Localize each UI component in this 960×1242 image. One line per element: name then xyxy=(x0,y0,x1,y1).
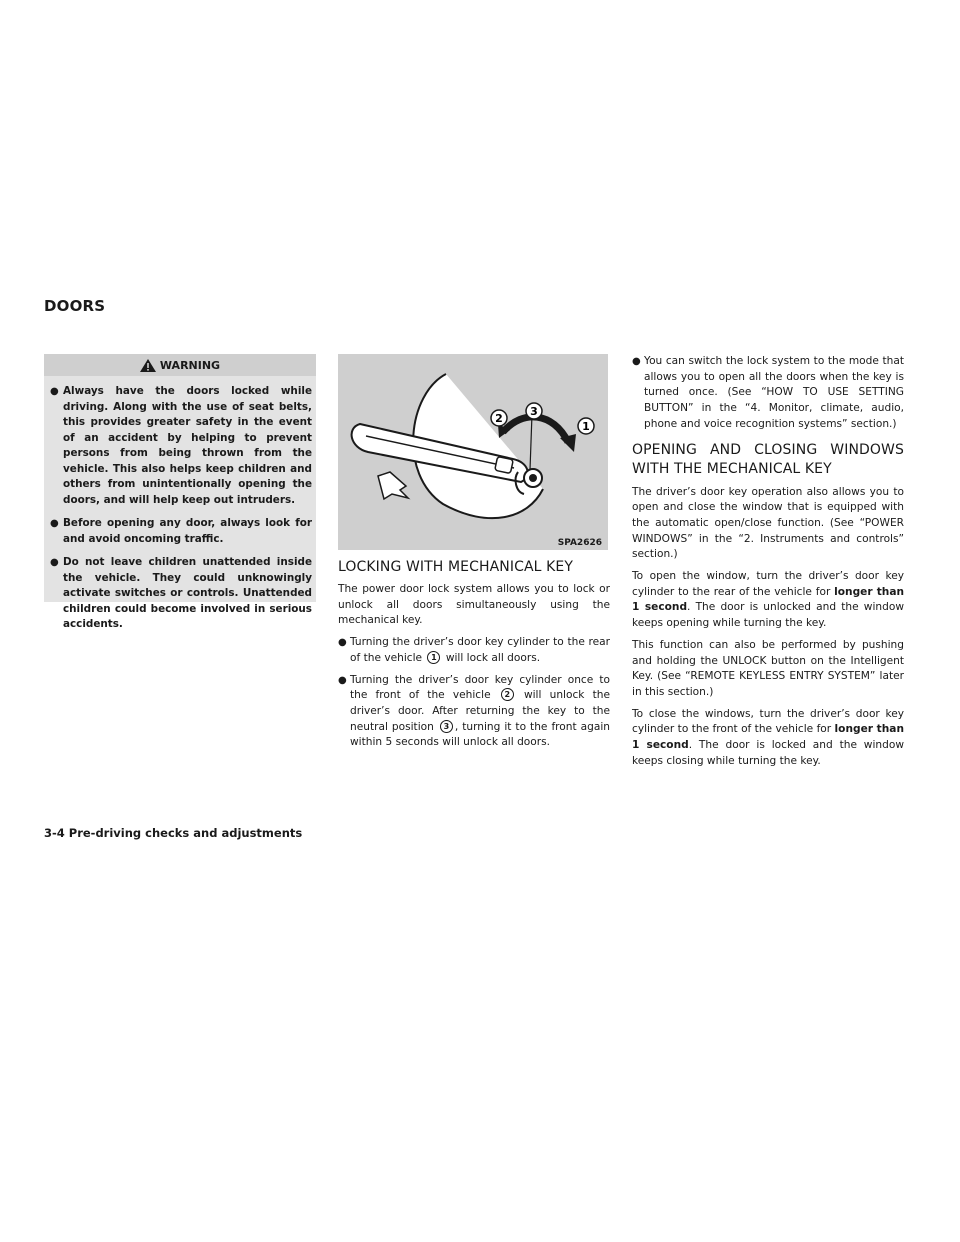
windows-para-3: This function can also be performed by pushing and holding the UNLOCK button on the Intelligent Key. (See “REMOTE KEYLESS ENTRY SYSTEM” later in this section.) xyxy=(632,638,904,698)
text: . The door is unlocked and the window keeps opening while turning the key. xyxy=(632,601,904,630)
windows-heading: OPENING AND CLOSING WINDOWS WITH THE MECHANICAL KEY xyxy=(632,441,904,477)
warning-item xyxy=(50,516,312,547)
bullet-icon: ● xyxy=(50,386,59,397)
warning-item xyxy=(50,384,312,508)
text: , turning it to the front again within 5 seconds will unlock all doors. xyxy=(350,720,610,749)
callout-1 xyxy=(578,418,594,434)
svg-text:3: 3 xyxy=(530,405,538,418)
locking-bullet xyxy=(338,673,610,752)
figure-code: SPA2626 xyxy=(557,538,602,548)
emphasis: longer than 1 second xyxy=(632,585,905,614)
locking-column xyxy=(338,558,610,757)
bullet-icon: ● xyxy=(338,637,347,649)
bullet-icon: ● xyxy=(50,557,59,568)
door-handle-figure xyxy=(338,354,608,550)
windows-para-4 xyxy=(632,707,904,770)
warning-title: WARNING xyxy=(159,358,221,372)
text: To open the window, turn the driver’s door key cylinder to the rear of the vehicle for xyxy=(632,570,904,598)
callout-icon-3: 3 xyxy=(440,720,453,733)
warning-header xyxy=(44,354,316,376)
section-title: DOORS xyxy=(44,297,106,315)
warning-item-text: Do not leave children unattended inside the vehicle. They could unknowingly activate switches or controls. Unattended children could become involved in serious accidents. xyxy=(63,556,312,630)
warning-item-text: Always have the doors locked while driving. Along with the use of seat belts, this provides greater safety in the event of an accident by helping to prevent persons from being thrown from the vehicle. This also helps keep children and others from unintentionally opening the doors, and will help keep out intruders. xyxy=(63,385,312,506)
bullet-icon: ● xyxy=(338,674,347,686)
windows-column xyxy=(632,354,904,775)
text: You can switch the lock system to the mode that allows you to open all the doors when the key is turned once. (See “HOW TO USE SETTING BUTTON” in the “4. Monitor, climate, audio, phone and voice recognition systems” section.) xyxy=(644,355,904,430)
warning-list xyxy=(50,384,312,641)
emphasis: longer than 1 second xyxy=(632,723,904,752)
svg-text:2: 2 xyxy=(495,412,503,425)
text: will lock all doors. xyxy=(445,651,541,664)
text: will unlock the driver’s door. After returning the key to the neutral position xyxy=(350,689,610,733)
chapter-title: Pre-driving checks and adjustments xyxy=(68,826,303,840)
door-handle-illustration xyxy=(338,354,608,550)
callout-3 xyxy=(526,403,542,419)
text: To close the windows, turn the driver’s door key cylinder to the front of the vehicle for xyxy=(632,707,904,736)
locking-bullet xyxy=(338,635,610,666)
lock-mode-bullet xyxy=(632,354,904,433)
text: Turning the driver’s door key cylinder to the rear of the vehicle xyxy=(350,636,610,664)
locking-heading: LOCKING WITH MECHANICAL KEY xyxy=(338,559,573,575)
callout-icon-2: 2 xyxy=(501,688,514,701)
text: Turning the driver’s door key cylinder once to the front of the vehicle xyxy=(350,673,610,702)
warning-box xyxy=(44,354,316,630)
text: . The door is locked and the window keeps closing while turning the key. xyxy=(632,739,905,767)
page-footer xyxy=(44,826,302,840)
warning-item-text: Before opening any door, always look for and avoid oncoming traffic. xyxy=(63,517,312,545)
page-number: 3-4 xyxy=(44,826,65,840)
svg-text:1: 1 xyxy=(582,420,590,433)
warning-icon xyxy=(140,359,156,372)
warning-item xyxy=(50,555,312,633)
bullet-icon: ● xyxy=(50,518,59,529)
windows-para-2 xyxy=(632,569,904,632)
callout-icon-1: 1 xyxy=(427,651,440,664)
windows-para-1: The driver’s door key operation also allows you to open and close the window that is equipped with the automatic open/close function. (See “POWER WINDOWS” in the “2. Instruments and controls” section.) xyxy=(632,485,904,561)
callout-2 xyxy=(491,410,507,426)
locking-intro: The power door lock system allows you to lock or unlock all doors simultaneously using the mechanical key. xyxy=(338,583,610,627)
bullet-icon: ● xyxy=(632,356,641,367)
